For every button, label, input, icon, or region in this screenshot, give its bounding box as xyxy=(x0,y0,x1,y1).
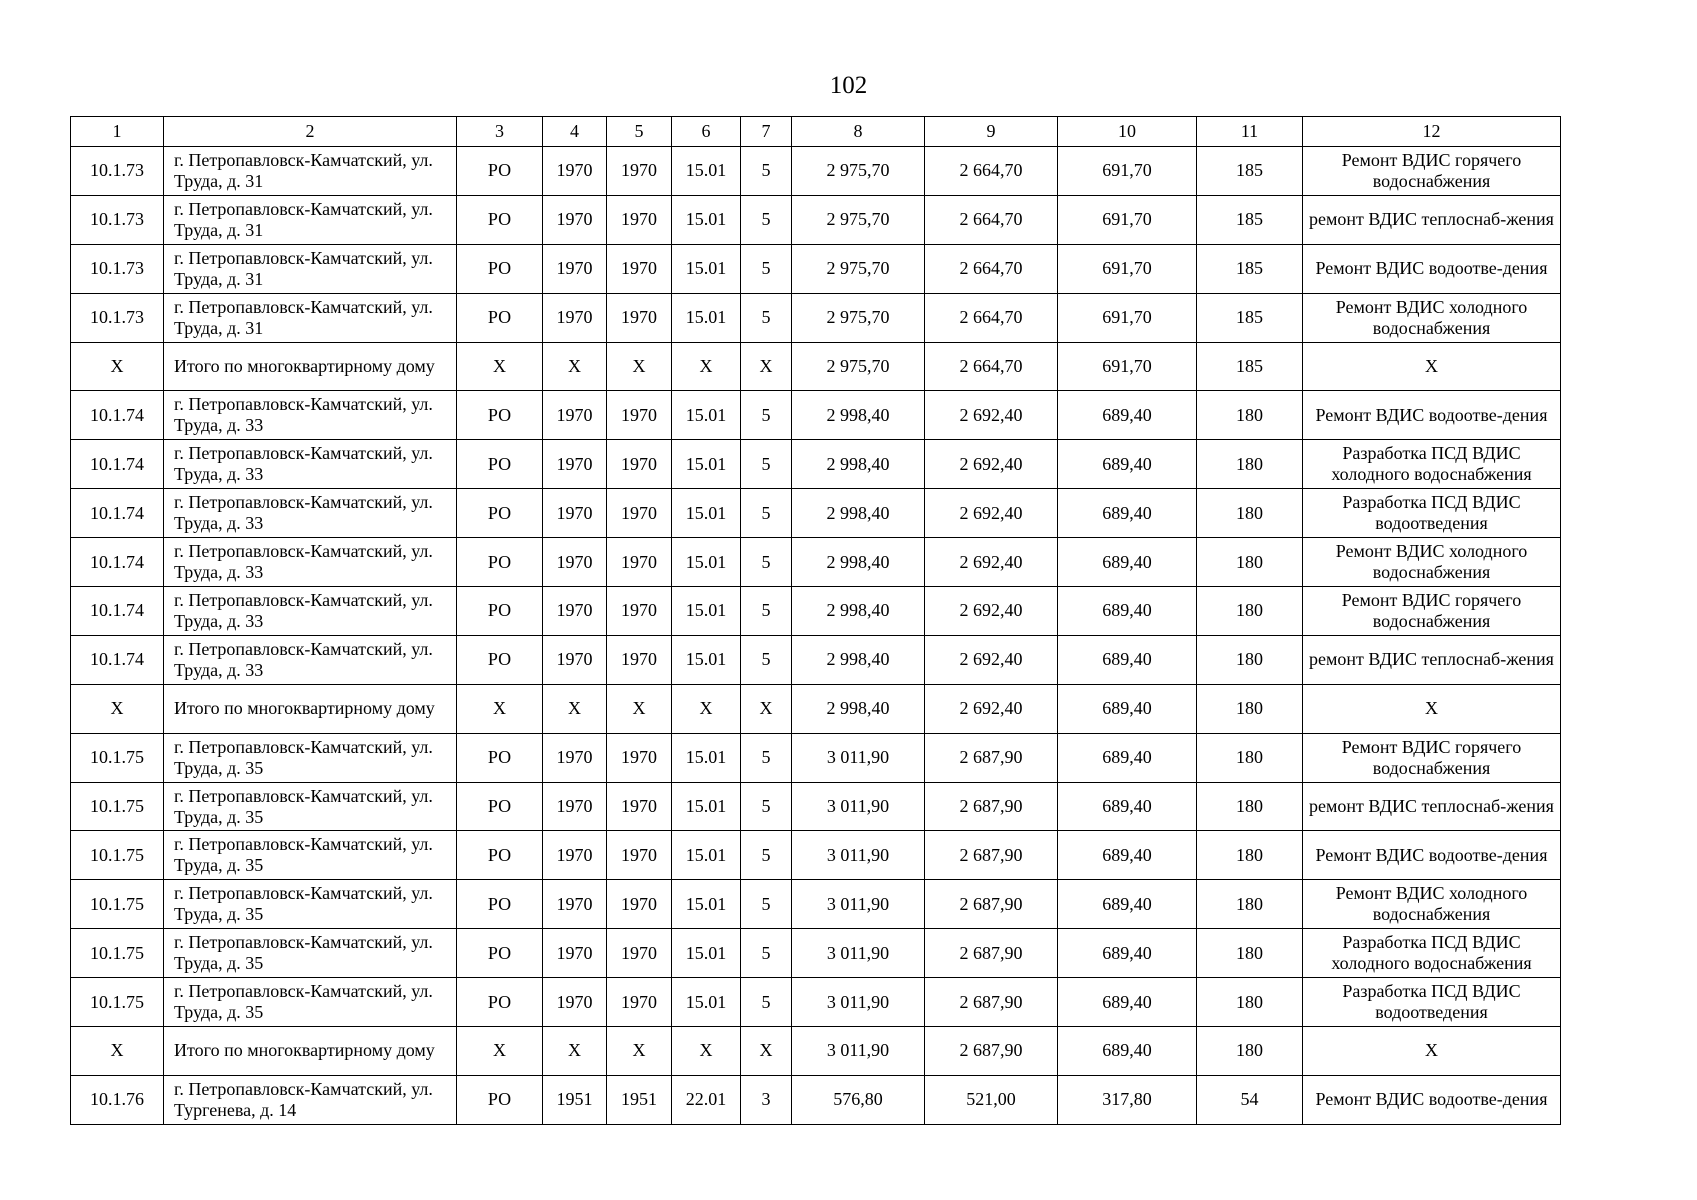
table-cell: 10.1.73 xyxy=(71,244,164,293)
table-row xyxy=(71,831,1561,880)
table-cell: 180 xyxy=(1197,489,1303,538)
table-cell: Х xyxy=(1303,684,1561,733)
column-header: 5 xyxy=(607,117,672,147)
table-cell: г. Петропавловск-Камчатский, ул. Тургенева, д. 14 xyxy=(164,1075,457,1124)
table-cell: 2 998,40 xyxy=(792,587,925,636)
table-cell: 1970 xyxy=(543,489,607,538)
table-cell: 10.1.73 xyxy=(71,195,164,244)
table-cell: 180 xyxy=(1197,733,1303,782)
table-cell: 689,40 xyxy=(1058,635,1197,684)
table-cell: Х xyxy=(607,1027,672,1076)
table-cell: 1970 xyxy=(607,440,672,489)
table-cell: 1970 xyxy=(607,831,672,880)
table-cell: 15.01 xyxy=(672,635,741,684)
table-cell: Ремонт ВДИС горячего водоснабжения xyxy=(1303,733,1561,782)
table-cell: 2 692,40 xyxy=(925,489,1058,538)
table-cell: г. Петропавловск-Камчатский, ул. Труда, д. 33 xyxy=(164,440,457,489)
table-cell: 691,70 xyxy=(1058,293,1197,342)
column-header: 12 xyxy=(1303,117,1561,147)
table-cell: 10.1.75 xyxy=(71,831,164,880)
table-cell: 1970 xyxy=(607,195,672,244)
table-cell: 1970 xyxy=(607,929,672,978)
table-cell: 5 xyxy=(741,880,792,929)
column-header: 6 xyxy=(672,117,741,147)
table-cell: Х xyxy=(457,342,543,391)
table-cell: Х xyxy=(71,342,164,391)
table-cell: 15.01 xyxy=(672,440,741,489)
table-cell: Х xyxy=(1303,1027,1561,1076)
table-cell: 2 998,40 xyxy=(792,391,925,440)
table-row xyxy=(71,978,1561,1027)
table-cell: 689,40 xyxy=(1058,489,1197,538)
table-row xyxy=(71,195,1561,244)
table-cell: 2 687,90 xyxy=(925,929,1058,978)
table-cell: 180 xyxy=(1197,782,1303,831)
table-cell: 1970 xyxy=(543,244,607,293)
table-cell: Разработка ПСД ВДИС холодного водоснабжения xyxy=(1303,440,1561,489)
table-cell: РО xyxy=(457,733,543,782)
table-cell: 2 687,90 xyxy=(925,978,1058,1027)
table-cell: 576,80 xyxy=(792,1075,925,1124)
table-cell: 15.01 xyxy=(672,195,741,244)
table-cell: 2 664,70 xyxy=(925,195,1058,244)
table-cell: ремонт ВДИС теплоснаб-жения xyxy=(1303,635,1561,684)
table-cell: г. Петропавловск-Камчатский, ул. Труда, д. 33 xyxy=(164,489,457,538)
table-cell: 1970 xyxy=(543,293,607,342)
table-cell: 10.1.76 xyxy=(71,1075,164,1124)
table-cell: г. Петропавловск-Камчатский, ул. Труда, д. 35 xyxy=(164,831,457,880)
table-cell: 689,40 xyxy=(1058,880,1197,929)
table-cell: 10.1.73 xyxy=(71,147,164,196)
table-cell: г. Петропавловск-Камчатский, ул. Труда, д. 33 xyxy=(164,391,457,440)
table-cell: 1951 xyxy=(607,1075,672,1124)
table-cell: 689,40 xyxy=(1058,440,1197,489)
table-cell: г. Петропавловск-Камчатский, ул. Труда, д. 31 xyxy=(164,244,457,293)
table-cell: РО xyxy=(457,929,543,978)
table-cell: 22.01 xyxy=(672,1075,741,1124)
table-cell: 15.01 xyxy=(672,831,741,880)
table-cell: РО xyxy=(457,635,543,684)
table-cell: 1970 xyxy=(543,831,607,880)
table-header-row xyxy=(71,117,1561,147)
table-cell: г. Петропавловск-Камчатский, ул. Труда, д. 31 xyxy=(164,195,457,244)
table-cell: 1970 xyxy=(543,929,607,978)
table-cell: 2 975,70 xyxy=(792,244,925,293)
table-cell: г. Петропавловск-Камчатский, ул. Труда, д. 35 xyxy=(164,880,457,929)
table-cell: 5 xyxy=(741,831,792,880)
table-cell: 3 011,90 xyxy=(792,880,925,929)
table-cell: РО xyxy=(457,587,543,636)
table-cell: 1970 xyxy=(543,538,607,587)
table-cell: 15.01 xyxy=(672,782,741,831)
table-cell: 15.01 xyxy=(672,587,741,636)
table-cell: РО xyxy=(457,831,543,880)
table-cell: 2 664,70 xyxy=(925,147,1058,196)
table-cell: Ремонт ВДИС водоотве-дения xyxy=(1303,391,1561,440)
table-cell: 2 692,40 xyxy=(925,587,1058,636)
table-cell: 689,40 xyxy=(1058,929,1197,978)
table-cell: 2 664,70 xyxy=(925,244,1058,293)
table-row xyxy=(71,782,1561,831)
table-cell: 1970 xyxy=(543,391,607,440)
table-cell: 689,40 xyxy=(1058,782,1197,831)
table-cell: 1970 xyxy=(607,587,672,636)
table-cell: 691,70 xyxy=(1058,147,1197,196)
column-header: 11 xyxy=(1197,117,1303,147)
table-cell: Х xyxy=(672,1027,741,1076)
table-cell: 180 xyxy=(1197,635,1303,684)
table-cell: Х xyxy=(71,684,164,733)
table-cell: 2 692,40 xyxy=(925,538,1058,587)
table-cell: 2 998,40 xyxy=(792,440,925,489)
table-row xyxy=(71,244,1561,293)
table-cell: 10.1.74 xyxy=(71,489,164,538)
table-cell: 2 998,40 xyxy=(792,684,925,733)
table-cell: 15.01 xyxy=(672,293,741,342)
table-cell: 15.01 xyxy=(672,929,741,978)
table-cell: 185 xyxy=(1197,147,1303,196)
table-row xyxy=(71,635,1561,684)
table-cell: 1970 xyxy=(543,587,607,636)
table-cell: 3 011,90 xyxy=(792,1027,925,1076)
table-cell: 185 xyxy=(1197,244,1303,293)
table-cell: 1970 xyxy=(543,782,607,831)
total-row xyxy=(71,342,1561,391)
column-header: 1 xyxy=(71,117,164,147)
table-cell: 2 687,90 xyxy=(925,831,1058,880)
table-cell: 10.1.74 xyxy=(71,587,164,636)
table-cell: 185 xyxy=(1197,342,1303,391)
column-header: 9 xyxy=(925,117,1058,147)
table-cell: 15.01 xyxy=(672,538,741,587)
table-cell: Ремонт ВДИС водоотве-дения xyxy=(1303,831,1561,880)
table-row xyxy=(71,440,1561,489)
table-cell: 2 692,40 xyxy=(925,635,1058,684)
table-cell: 2 687,90 xyxy=(925,733,1058,782)
table-cell: Итого по многоквартирному дому xyxy=(164,342,457,391)
table-cell: 1970 xyxy=(607,147,672,196)
table-cell: 5 xyxy=(741,587,792,636)
table-cell: Ремонт ВДИС холодного водоснабжения xyxy=(1303,538,1561,587)
table-row xyxy=(71,929,1561,978)
table-cell: 185 xyxy=(1197,195,1303,244)
table-cell: Х xyxy=(1303,342,1561,391)
table-row xyxy=(71,880,1561,929)
table-cell: Х xyxy=(741,1027,792,1076)
table-cell: г. Петропавловск-Камчатский, ул. Труда, д. 31 xyxy=(164,293,457,342)
table-cell: РО xyxy=(457,391,543,440)
table-cell: Ремонт ВДИС горячего водоснабжения xyxy=(1303,587,1561,636)
table-cell: 1970 xyxy=(543,147,607,196)
table-cell: 689,40 xyxy=(1058,391,1197,440)
table-cell: 5 xyxy=(741,978,792,1027)
table-cell: Х xyxy=(543,1027,607,1076)
table-cell: Х xyxy=(741,684,792,733)
table-cell: 5 xyxy=(741,293,792,342)
table-cell: РО xyxy=(457,978,543,1027)
table-cell: 1970 xyxy=(607,538,672,587)
table-cell: 15.01 xyxy=(672,489,741,538)
table-cell: Разработка ПСД ВДИС водоотведения xyxy=(1303,978,1561,1027)
table-cell: 1970 xyxy=(607,880,672,929)
table-cell: РО xyxy=(457,1075,543,1124)
table-cell: 5 xyxy=(741,440,792,489)
table-cell: РО xyxy=(457,440,543,489)
table-cell: 2 692,40 xyxy=(925,440,1058,489)
table-row xyxy=(71,538,1561,587)
table-cell: 689,40 xyxy=(1058,978,1197,1027)
table-cell: 2 692,40 xyxy=(925,684,1058,733)
table-cell: 2 975,70 xyxy=(792,342,925,391)
table-cell: Х xyxy=(457,684,543,733)
table-cell: 10.1.74 xyxy=(71,440,164,489)
table-cell: 10.1.74 xyxy=(71,391,164,440)
table-cell: 3 xyxy=(741,1075,792,1124)
table-cell: 2 975,70 xyxy=(792,195,925,244)
table-cell: Х xyxy=(71,1027,164,1076)
table-cell: г. Петропавловск-Камчатский, ул. Труда, д. 35 xyxy=(164,978,457,1027)
table-cell: 5 xyxy=(741,147,792,196)
table-row xyxy=(71,1075,1561,1124)
table-cell: 2 687,90 xyxy=(925,880,1058,929)
column-header: 3 xyxy=(457,117,543,147)
table-cell: 1970 xyxy=(543,440,607,489)
table-row xyxy=(71,293,1561,342)
table-cell: 2 998,40 xyxy=(792,538,925,587)
table-cell: 54 xyxy=(1197,1075,1303,1124)
table-cell: г. Петропавловск-Камчатский, ул. Труда, д. 33 xyxy=(164,538,457,587)
table-cell: 180 xyxy=(1197,929,1303,978)
table-cell: г. Петропавловск-Камчатский, ул. Труда, д. 35 xyxy=(164,733,457,782)
table-cell: 5 xyxy=(741,391,792,440)
table-cell: 5 xyxy=(741,635,792,684)
table-cell: 10.1.75 xyxy=(71,929,164,978)
table-cell: 1970 xyxy=(607,489,672,538)
table-cell: 15.01 xyxy=(672,391,741,440)
table-cell: 10.1.75 xyxy=(71,880,164,929)
table-row xyxy=(71,147,1561,196)
table-cell: 180 xyxy=(1197,831,1303,880)
table-cell: 3 011,90 xyxy=(792,978,925,1027)
table-cell: 15.01 xyxy=(672,244,741,293)
table-cell: Х xyxy=(543,342,607,391)
table-cell: РО xyxy=(457,244,543,293)
table-cell: 15.01 xyxy=(672,733,741,782)
table-cell: 3 011,90 xyxy=(792,733,925,782)
table-cell: г. Петропавловск-Камчатский, ул. Труда, д. 33 xyxy=(164,587,457,636)
table-cell: 2 664,70 xyxy=(925,342,1058,391)
table-cell: Х xyxy=(457,1027,543,1076)
table-cell: 1970 xyxy=(543,195,607,244)
table-cell: РО xyxy=(457,538,543,587)
table-cell: Ремонт ВДИС водоотве-дения xyxy=(1303,1075,1561,1124)
table-cell: Х xyxy=(607,684,672,733)
table-cell: Итого по многоквартирному дому xyxy=(164,684,457,733)
table-cell: 1970 xyxy=(607,244,672,293)
table-cell: 1951 xyxy=(543,1075,607,1124)
table-cell: г. Петропавловск-Камчатский, ул. Труда, д. 33 xyxy=(164,635,457,684)
column-header: 8 xyxy=(792,117,925,147)
table-cell: 180 xyxy=(1197,684,1303,733)
table-cell: 1970 xyxy=(543,978,607,1027)
table-cell: 689,40 xyxy=(1058,733,1197,782)
table-cell: 10.1.73 xyxy=(71,293,164,342)
table-cell: ремонт ВДИС теплоснаб-жения xyxy=(1303,195,1561,244)
table-cell: Разработка ПСД ВДИС холодного водоснабжения xyxy=(1303,929,1561,978)
table-cell: 2 998,40 xyxy=(792,635,925,684)
table-cell: Х xyxy=(607,342,672,391)
table-cell: 10.1.75 xyxy=(71,733,164,782)
table-cell: 10.1.75 xyxy=(71,978,164,1027)
table-cell: г. Петропавловск-Камчатский, ул. Труда, д. 31 xyxy=(164,147,457,196)
column-header: 2 xyxy=(164,117,457,147)
table-cell: 3 011,90 xyxy=(792,782,925,831)
table-cell: г. Петропавловск-Камчатский, ул. Труда, д. 35 xyxy=(164,929,457,978)
table-cell: Итого по многоквартирному дому xyxy=(164,1027,457,1076)
table-cell: 1970 xyxy=(607,293,672,342)
table-cell: Ремонт ВДИС холодного водоснабжения xyxy=(1303,880,1561,929)
table-cell: 185 xyxy=(1197,293,1303,342)
table-cell: 2 975,70 xyxy=(792,147,925,196)
table-cell: 10.1.75 xyxy=(71,782,164,831)
column-header: 10 xyxy=(1058,117,1197,147)
table-cell: 2 975,70 xyxy=(792,293,925,342)
table-cell: Х xyxy=(543,684,607,733)
table-cell: Ремонт ВДИС водоотве-дения xyxy=(1303,244,1561,293)
table-cell: 180 xyxy=(1197,587,1303,636)
table-cell: 2 664,70 xyxy=(925,293,1058,342)
column-header: 7 xyxy=(741,117,792,147)
table-cell: Х xyxy=(672,684,741,733)
table-cell: 180 xyxy=(1197,538,1303,587)
table-cell: 1970 xyxy=(543,635,607,684)
table-cell: 5 xyxy=(741,782,792,831)
table-cell: 2 998,40 xyxy=(792,489,925,538)
table-cell: Разработка ПСД ВДИС водоотведения xyxy=(1303,489,1561,538)
table-body xyxy=(71,117,1561,1125)
table-cell: Ремонт ВДИС горячего водоснабжения xyxy=(1303,147,1561,196)
table-cell: РО xyxy=(457,195,543,244)
table-cell: 15.01 xyxy=(672,147,741,196)
table-cell: 5 xyxy=(741,244,792,293)
table-cell: г. Петропавловск-Камчатский, ул. Труда, д. 35 xyxy=(164,782,457,831)
table-cell: РО xyxy=(457,293,543,342)
table-cell: 691,70 xyxy=(1058,195,1197,244)
total-row xyxy=(71,1027,1561,1076)
table-cell: 317,80 xyxy=(1058,1075,1197,1124)
table-cell: 1970 xyxy=(607,733,672,782)
table-cell: 689,40 xyxy=(1058,538,1197,587)
table-cell: 689,40 xyxy=(1058,1027,1197,1076)
table-cell: 691,70 xyxy=(1058,342,1197,391)
table-cell: 3 011,90 xyxy=(792,831,925,880)
table-cell: 1970 xyxy=(607,978,672,1027)
table-cell: 1970 xyxy=(607,782,672,831)
table-cell: 5 xyxy=(741,489,792,538)
table-cell: РО xyxy=(457,147,543,196)
table-cell: 180 xyxy=(1197,1027,1303,1076)
table-cell: РО xyxy=(457,782,543,831)
table-cell: РО xyxy=(457,880,543,929)
table-cell: РО xyxy=(457,489,543,538)
table-cell: 1970 xyxy=(543,880,607,929)
table-cell: Ремонт ВДИС холодного водоснабжения xyxy=(1303,293,1561,342)
table-cell: 15.01 xyxy=(672,978,741,1027)
table-cell: 1970 xyxy=(543,733,607,782)
total-row xyxy=(71,684,1561,733)
table-cell: 5 xyxy=(741,195,792,244)
table-cell: 2 687,90 xyxy=(925,1027,1058,1076)
table-row xyxy=(71,489,1561,538)
table-cell: 5 xyxy=(741,929,792,978)
table-cell: 521,00 xyxy=(925,1075,1058,1124)
table-cell: Х xyxy=(672,342,741,391)
table-cell: 180 xyxy=(1197,880,1303,929)
table-cell: 1970 xyxy=(607,635,672,684)
table-row xyxy=(71,391,1561,440)
table-cell: Х xyxy=(741,342,792,391)
table-cell: 2 687,90 xyxy=(925,782,1058,831)
page-number: 102 xyxy=(829,72,868,99)
table-row xyxy=(71,587,1561,636)
table-cell: 691,70 xyxy=(1058,244,1197,293)
table-cell: 3 011,90 xyxy=(792,929,925,978)
table-cell: 2 692,40 xyxy=(925,391,1058,440)
table-cell: 5 xyxy=(741,538,792,587)
table-cell: 180 xyxy=(1197,440,1303,489)
capital-repair-table xyxy=(70,116,1561,1125)
table-cell: 689,40 xyxy=(1058,831,1197,880)
table-cell: 180 xyxy=(1197,391,1303,440)
table-cell: ремонт ВДИС теплоснаб-жения xyxy=(1303,782,1561,831)
table-row xyxy=(71,733,1561,782)
table-cell: 180 xyxy=(1197,978,1303,1027)
table-cell: 689,40 xyxy=(1058,587,1197,636)
table-cell: 1970 xyxy=(607,391,672,440)
table-cell: 5 xyxy=(741,733,792,782)
column-header: 4 xyxy=(543,117,607,147)
table-cell: 15.01 xyxy=(672,880,741,929)
table-cell: 10.1.74 xyxy=(71,635,164,684)
table-cell: 689,40 xyxy=(1058,684,1197,733)
table-cell: 10.1.74 xyxy=(71,538,164,587)
